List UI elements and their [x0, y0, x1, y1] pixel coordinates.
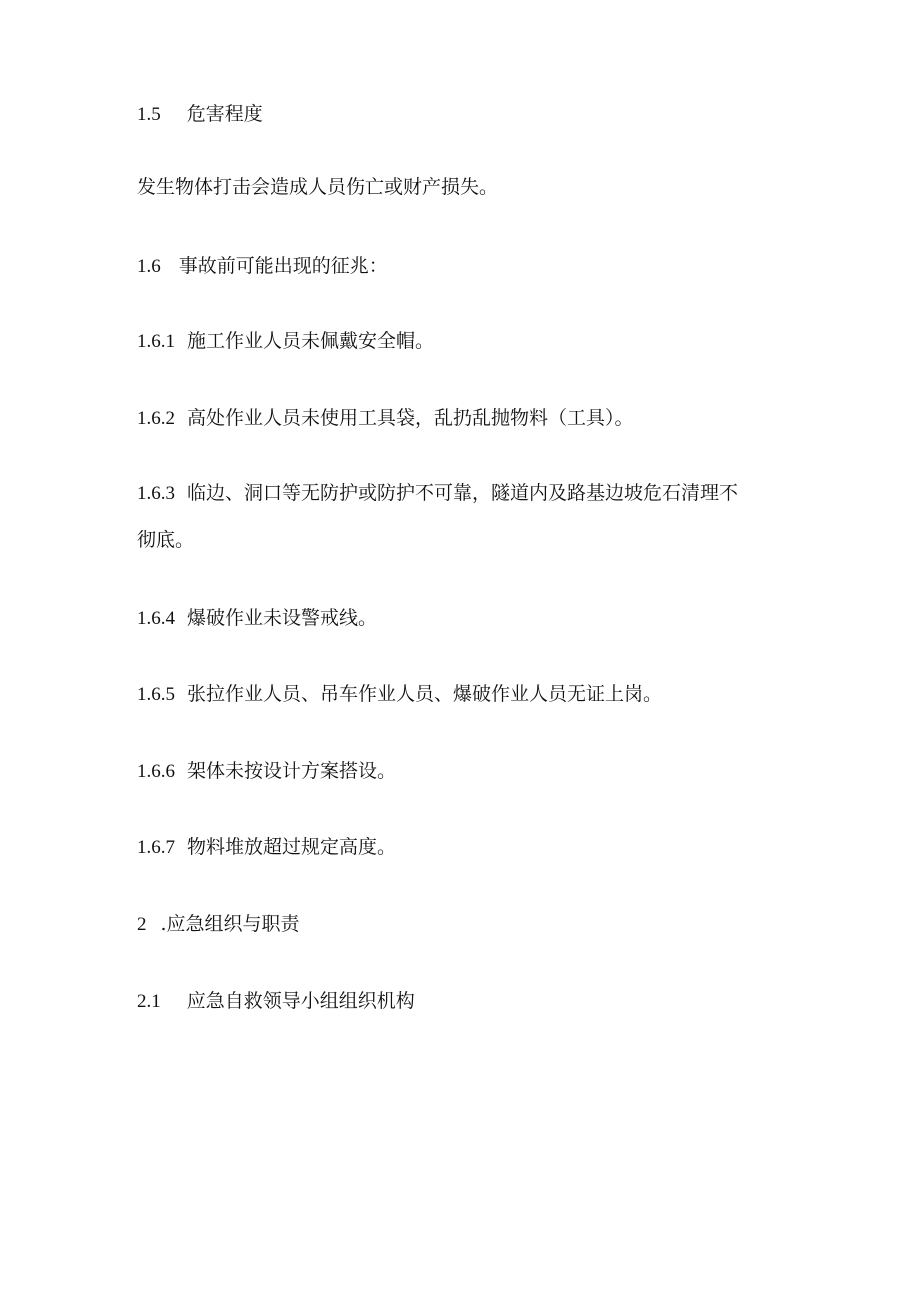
section-title: 事故前可能出现的征兆：	[178, 255, 388, 277]
section-heading-2-1	[137, 989, 415, 1014]
section-heading-1-6	[137, 254, 388, 279]
item-number: 1.6.4	[137, 608, 175, 629]
list-item-1-6-4	[137, 606, 377, 631]
item-text: 高处作业人员未使用工具袋，乱扔乱抛物料（工具）。	[187, 407, 634, 429]
item-text: 彻底。	[137, 529, 195, 551]
section-title: 危害程度	[186, 103, 263, 125]
item-number: 1.6.6	[137, 761, 175, 782]
item-text: 架体未按设计方案搭设。	[187, 760, 397, 782]
item-text: 物料堆放超过规定高度。	[187, 836, 397, 858]
section-heading-2	[137, 912, 300, 937]
paragraph-text: 发生物体打击会造成人员伤亡或财产损失。	[137, 176, 499, 198]
item-number: 1.6.2	[137, 408, 175, 429]
list-item-1-6-3	[137, 481, 738, 506]
item-text: 临边、洞口等无防护或防护不可靠，隧道内及路基边坡危石清理不	[187, 482, 739, 504]
item-number: 1.6.1	[137, 331, 175, 352]
section-title: .应急组织与职责	[160, 913, 300, 935]
section-number: 2.1	[137, 991, 161, 1012]
list-item-1-6-6	[137, 759, 396, 784]
section-number: 1.5	[137, 104, 161, 125]
list-item-1-6-1	[137, 329, 434, 354]
list-item-1-6-7	[137, 835, 396, 860]
list-item-continuation	[137, 528, 194, 552]
list-item-1-6-5	[137, 682, 662, 707]
item-text: 张拉作业人员、吊车作业人员、爆破作业人员无证上岗。	[187, 683, 663, 705]
paragraph	[137, 175, 498, 199]
item-text: 施工作业人员未佩戴安全帽。	[187, 330, 435, 352]
section-number: 2	[137, 914, 147, 935]
item-number: 1.6.3	[137, 483, 175, 504]
item-text: 爆破作业未设警戒线。	[187, 607, 378, 629]
list-item-1-6-2	[137, 406, 634, 431]
section-heading-1-5	[137, 102, 263, 127]
section-number: 1.6	[137, 256, 161, 277]
item-number: 1.6.7	[137, 837, 175, 858]
item-number: 1.6.5	[137, 684, 175, 705]
section-title: 应急自救领导小组组织机构	[186, 990, 415, 1012]
